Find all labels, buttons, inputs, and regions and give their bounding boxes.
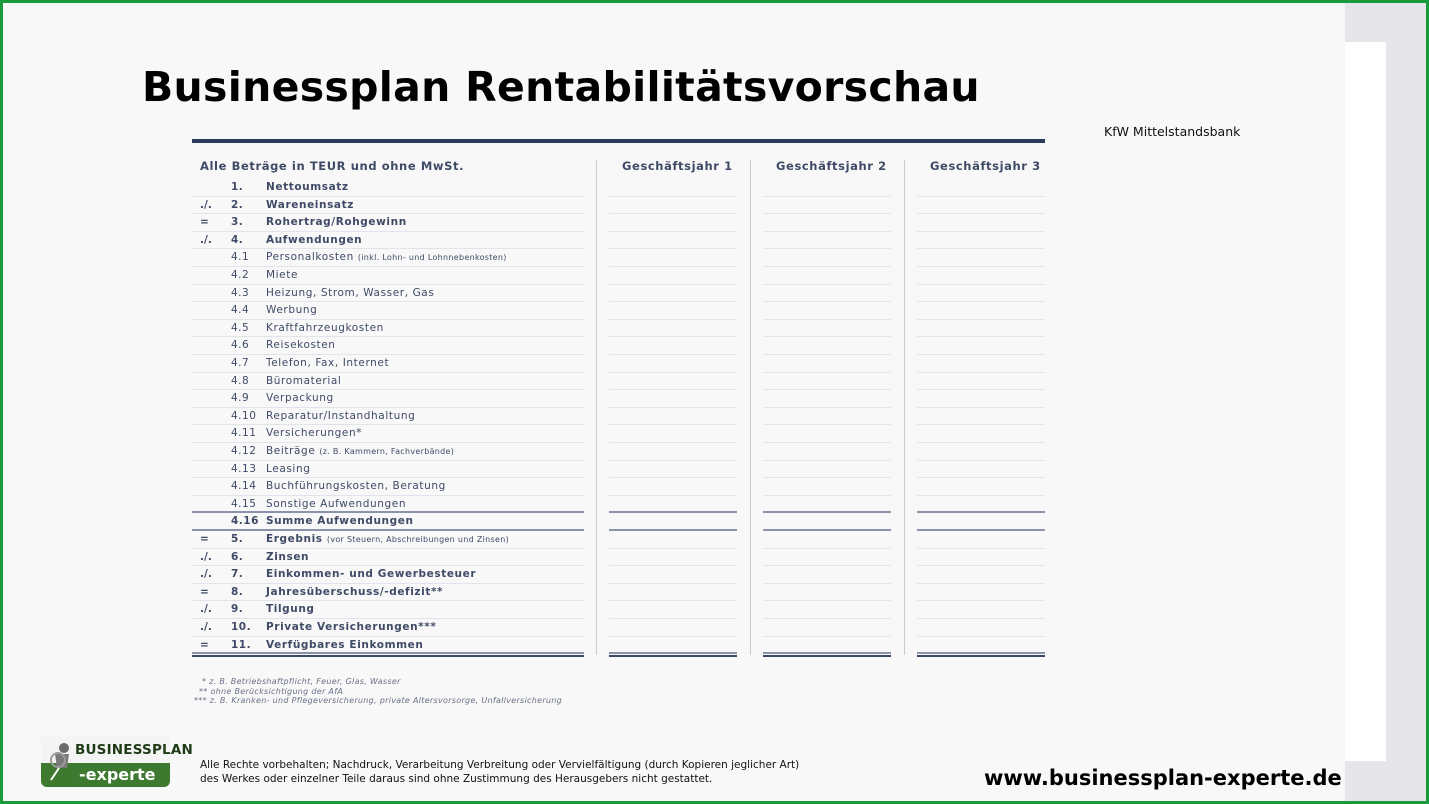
value-cell-year-3: [917, 284, 1045, 285]
row-number: 2.: [231, 198, 244, 211]
value-cell-year-2: [763, 529, 891, 531]
logo-line-2: -experte: [79, 765, 156, 784]
row-number: 4.5: [231, 321, 250, 334]
table-row: [192, 179, 584, 197]
table-row: [192, 408, 584, 426]
table-row: [192, 285, 584, 303]
value-cell-year-3: [917, 565, 1045, 566]
row-number: 5.: [231, 533, 244, 545]
value-cell-year-1: [609, 354, 737, 355]
value-cell-year-1: [609, 407, 737, 408]
row-number: 4.15: [231, 497, 257, 510]
row-number: 6.: [231, 550, 244, 563]
value-cell-year-3: [917, 248, 1045, 249]
table-row: [192, 232, 584, 250]
value-cell-year-1: [609, 460, 737, 461]
row-number: 7.: [231, 568, 244, 581]
row-label-text: Einkommen- und Gewerbesteuer: [266, 568, 477, 581]
row-number: 8.: [231, 585, 244, 598]
table-row: [192, 197, 584, 215]
value-cell-year-1: [609, 600, 737, 601]
row-sign: ./.: [200, 568, 212, 581]
table-row: [192, 461, 584, 479]
value-cell-year-3: [917, 460, 1045, 461]
value-cell-year-2: [763, 301, 891, 302]
table-row: [192, 443, 584, 461]
value-cell-year-3: [917, 319, 1045, 320]
value-cell-year-1: [609, 477, 737, 478]
row-label-text: Buchführungskosten, Beratung: [266, 480, 446, 493]
row-number: 1.: [231, 181, 244, 193]
row-label-text: Personalkosten: [266, 251, 354, 264]
row-label: [266, 216, 407, 228]
table-row: [192, 478, 584, 496]
row-label: [266, 410, 415, 422]
page-title: Businessplan Rentabilitätsvorschau: [142, 63, 980, 111]
value-cell-year-2: [763, 636, 891, 637]
row-label: [266, 304, 317, 316]
table-bottom-rule: [609, 655, 737, 657]
value-cell-year-1: [609, 389, 737, 390]
value-cell-year-3: [917, 231, 1045, 232]
row-number: 11.: [231, 638, 252, 651]
table-row: [192, 320, 584, 338]
value-cell-year-2: [763, 407, 891, 408]
value-cell-year-3: [917, 372, 1045, 373]
row-label: [266, 251, 507, 263]
row-sign: =: [200, 585, 209, 598]
row-label: [266, 322, 384, 334]
table-row: [192, 337, 584, 355]
row-label-text: Private Versicherungen***: [266, 621, 437, 633]
value-cell-year-3: [917, 548, 1045, 549]
row-label: [266, 639, 423, 651]
row-note: (inkl. Lohn- und Lohnnebenkosten): [357, 253, 507, 263]
value-cell-year-2: [763, 583, 891, 584]
value-cell-year-2: [763, 284, 891, 285]
copyright-line-1: Alle Rechte vorbehalten; Nachdruck, Verarbeitung Verbreitung oder Vervielfältigung (durch Kopieren jeglicher Art): [200, 759, 800, 771]
copyright-notice: [200, 759, 799, 786]
table-row: [192, 513, 584, 531]
table-row: [192, 373, 584, 391]
row-label: [266, 357, 389, 369]
row-sign: ./.: [200, 621, 212, 633]
row-number: 4.12: [231, 445, 257, 457]
value-cell-year-2: [763, 618, 891, 619]
value-cell-year-1: [609, 548, 737, 549]
row-label: [266, 427, 362, 439]
value-cell-year-3: [917, 495, 1045, 496]
value-cell-year-3: [917, 511, 1045, 513]
row-number: 9.: [231, 603, 244, 616]
row-label-text: Sonstige Aufwendungen: [266, 497, 407, 510]
row-label: [266, 568, 476, 580]
row-sign: ./.: [200, 550, 212, 563]
footnote-3: *** z. B. Kranken- und Pflegeversicherung, private Altersvorsorge, Unfallversicherung: [194, 696, 563, 705]
value-cell-year-1: [609, 442, 737, 443]
row-number: 4.6: [231, 339, 250, 352]
value-cell-year-1: [609, 652, 737, 654]
footnote-1: * z. B. Betriebshaftpflicht, Feuer, Glas, Wasser: [202, 677, 401, 686]
value-cell-year-2: [763, 336, 891, 337]
table-row: [192, 249, 584, 267]
table-row: [192, 531, 584, 549]
value-cell-year-3: [917, 424, 1045, 425]
value-cell-year-1: [609, 284, 737, 285]
copyright-line-2: des Werkes oder einzelner Teile daraus sind ohne Zustimmung des Herausgebers nicht gestattet.: [200, 772, 713, 785]
row-note: (z. B. Kammern, Fachverbände): [319, 447, 455, 456]
table-row: [192, 355, 584, 373]
value-cell-year-1: [609, 583, 737, 584]
table-row: [192, 496, 584, 514]
value-cell-year-3: [917, 196, 1045, 197]
value-cell-year-1: [609, 213, 737, 214]
row-label: [266, 603, 315, 615]
row-label: [266, 392, 334, 404]
row-label-text: Reparatur/Instandhaltung: [266, 409, 416, 422]
value-cell-year-2: [763, 495, 891, 496]
value-cell-year-2: [763, 652, 891, 654]
row-label-text: Leasing: [266, 462, 311, 475]
value-cell-year-2: [763, 442, 891, 443]
businessplan-experte-logo: [41, 737, 194, 787]
row-label: [266, 480, 446, 492]
row-number: 4.: [231, 233, 244, 246]
side-strip-inner: [1345, 42, 1386, 761]
row-label-text: Miete: [266, 269, 299, 281]
row-label-text: Reisekosten: [266, 339, 336, 352]
table-row: [192, 637, 584, 655]
row-label-text: Heizung, Strom, Wasser, Gas: [266, 286, 435, 299]
row-label-text: Aufwendungen: [266, 233, 363, 246]
table-bottom-rule: [192, 655, 584, 657]
value-cell-year-2: [763, 319, 891, 320]
row-number: 4.10: [231, 409, 257, 422]
column-header-year-3: Geschäftsjahr 3: [930, 159, 1041, 173]
value-cell-year-1: [609, 319, 737, 320]
value-cell-year-2: [763, 389, 891, 390]
row-number: 4.3: [231, 286, 250, 299]
table-bottom-rule: [763, 655, 891, 657]
row-label: [266, 287, 434, 299]
value-cell-year-1: [609, 266, 737, 267]
value-cell-year-1: [609, 529, 737, 531]
value-cell-year-2: [763, 477, 891, 478]
table-row: [192, 267, 584, 285]
table-row: [192, 584, 584, 602]
column-separator: [596, 160, 597, 655]
row-number: 4.2: [231, 269, 250, 281]
row-label: [266, 515, 414, 527]
value-cell-year-3: [917, 354, 1045, 355]
row-label: [266, 463, 310, 475]
row-label-text: Versicherungen*: [266, 427, 363, 440]
row-label-text: Kraftfahrzeugkosten: [266, 321, 384, 334]
row-label: [266, 551, 309, 563]
row-label: [266, 199, 354, 211]
row-label-text: Rohertrag/Rohgewinn: [266, 216, 407, 229]
table-row: [192, 302, 584, 320]
row-number: 4.16: [231, 515, 259, 528]
value-cell-year-1: [609, 565, 737, 566]
row-sign: ./.: [200, 603, 212, 616]
value-cell-year-3: [917, 529, 1045, 531]
column-separator: [904, 160, 905, 655]
table-row: [192, 566, 584, 584]
row-sign: =: [200, 216, 209, 229]
row-label: [266, 533, 509, 545]
value-cell-year-2: [763, 231, 891, 232]
table-row: [192, 619, 584, 637]
value-cell-year-2: [763, 266, 891, 267]
row-label: [266, 181, 349, 193]
table-header-label: Alle Beträge in TEUR und ohne MwSt.: [200, 159, 465, 173]
row-label-text: Verpackung: [266, 392, 334, 405]
source-label: KfW Mittelstandsbank: [1104, 124, 1241, 139]
table-bottom-rule: [917, 655, 1045, 657]
row-label-text: Nettoumsatz: [266, 181, 349, 193]
value-cell-year-1: [609, 511, 737, 513]
value-cell-year-3: [917, 636, 1045, 637]
row-number: 4.4: [231, 304, 250, 317]
table-row: [192, 425, 584, 443]
value-cell-year-3: [917, 389, 1045, 390]
row-label-text: Werbung: [266, 304, 318, 317]
row-label-text: Büromaterial: [266, 374, 342, 387]
row-label: [266, 339, 336, 351]
value-cell-year-2: [763, 213, 891, 214]
value-cell-year-3: [917, 618, 1045, 619]
row-note: (vor Steuern, Abschreibungen und Zinsen): [326, 535, 510, 544]
row-number: 4.1: [231, 251, 250, 264]
value-cell-year-2: [763, 196, 891, 197]
value-cell-year-2: [763, 354, 891, 355]
row-label: [266, 586, 443, 598]
row-label: [266, 445, 454, 457]
table-row: [192, 214, 584, 232]
value-cell-year-1: [609, 248, 737, 249]
row-label: [266, 375, 341, 387]
value-cell-year-1: [609, 618, 737, 619]
row-label-text: Tilgung: [266, 603, 315, 616]
table-row: [192, 601, 584, 619]
value-cell-year-1: [609, 636, 737, 637]
value-cell-year-2: [763, 460, 891, 461]
row-sign: =: [200, 533, 209, 545]
value-cell-year-2: [763, 548, 891, 549]
value-cell-year-2: [763, 248, 891, 249]
value-cell-year-3: [917, 477, 1045, 478]
website-url: www.businessplan-experte.de: [984, 766, 1342, 790]
row-number: 4.11: [231, 427, 257, 440]
row-number: 4.8: [231, 374, 250, 387]
value-cell-year-2: [763, 424, 891, 425]
value-cell-year-3: [917, 336, 1045, 337]
row-label-text: Jahresüberschuss/-defizit**: [266, 585, 444, 598]
table-row: [192, 549, 584, 567]
value-cell-year-2: [763, 511, 891, 513]
value-cell-year-1: [609, 301, 737, 302]
row-sign: =: [200, 638, 209, 651]
row-label: [266, 621, 436, 633]
row-label: [266, 269, 298, 281]
column-separator: [750, 160, 751, 655]
figure-icon: [45, 740, 75, 784]
row-number: 4.13: [231, 462, 257, 475]
row-number: 3.: [231, 216, 244, 229]
footnote-2: ** ohne Berücksichtigung der AfA: [199, 687, 344, 696]
value-cell-year-2: [763, 600, 891, 601]
value-cell-year-3: [917, 652, 1045, 654]
value-cell-year-1: [609, 424, 737, 425]
value-cell-year-1: [609, 336, 737, 337]
logo-line-1: BUSINESSPLAN: [75, 742, 194, 758]
value-cell-year-3: [917, 213, 1045, 214]
column-header-year-1: Geschäftsjahr 1: [622, 159, 733, 173]
value-cell-year-3: [917, 442, 1045, 443]
row-label-text: Beiträge: [266, 445, 316, 457]
value-cell-year-3: [917, 600, 1045, 601]
column-header-year-2: Geschäftsjahr 2: [776, 159, 887, 173]
row-label-text: Telefon, Fax, Internet: [266, 357, 390, 369]
value-cell-year-3: [917, 266, 1045, 267]
value-cell-year-1: [609, 495, 737, 496]
value-cell-year-2: [763, 372, 891, 373]
row-label-text: Ergebnis: [266, 533, 323, 545]
row-number: 4.14: [231, 480, 257, 493]
row-label: [266, 234, 362, 246]
row-number: 10.: [231, 621, 252, 633]
value-cell-year-1: [609, 196, 737, 197]
value-cell-year-3: [917, 301, 1045, 302]
value-cell-year-2: [763, 565, 891, 566]
row-label: [266, 498, 406, 510]
value-cell-year-3: [917, 583, 1045, 584]
row-number: 4.9: [231, 392, 250, 405]
value-cell-year-3: [917, 407, 1045, 408]
row-sign: ./.: [200, 198, 212, 211]
row-number: 4.7: [231, 357, 250, 369]
row-label-text: Wareneinsatz: [266, 198, 354, 211]
row-label-text: Summe Aufwendungen: [266, 515, 414, 528]
row-label-text: Verfügbares Einkommen: [266, 638, 424, 651]
table-row: [192, 390, 584, 408]
value-cell-year-1: [609, 231, 737, 232]
row-label-text: Zinsen: [266, 550, 310, 563]
table-top-rule: [192, 139, 1045, 143]
value-cell-year-1: [609, 372, 737, 373]
row-sign: ./.: [200, 233, 212, 246]
